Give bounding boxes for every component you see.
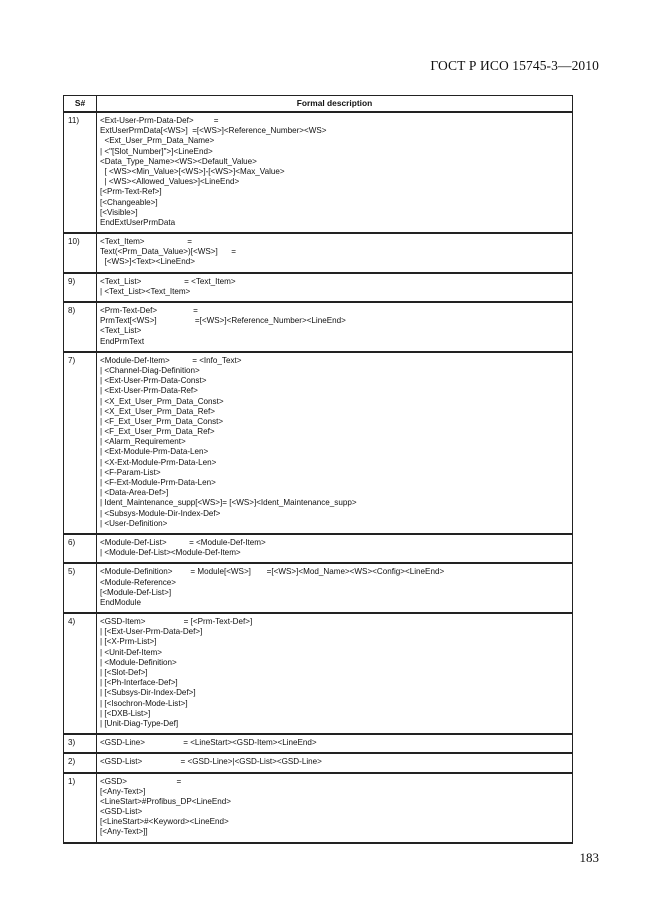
grammar-line: | <X-Ext-Module-Prm-Data-Len>: [100, 457, 217, 467]
table-row: [64, 233, 573, 273]
formal-description-cell: [97, 112, 573, 233]
grammar-line: <Data_Type_Name><WS><Default_Value>: [100, 156, 257, 166]
formal-description-cell: [97, 773, 573, 843]
rule-number: 11): [64, 112, 97, 233]
grammar-line: | <Module-Definition>: [100, 657, 177, 667]
grammar-line: | <Alarm_Requirement>: [100, 437, 186, 447]
grammar-line: | <Module-Def-List><Module-Def-Item>: [100, 548, 241, 558]
table-body: [64, 112, 573, 843]
grammar-line: | <F-Param-List>: [100, 467, 161, 477]
grammar-line: <Ext_User_Prm_Data_Name>: [100, 136, 215, 146]
grammar-line: <GSD-List>: [100, 807, 143, 817]
grammar-line: [<LineStart>#<Keyword><LineEnd>: [100, 817, 229, 827]
grammar-line: | <Ext-User-Prm-Data-Ref>: [100, 386, 198, 396]
grammar-line: | [<Slot-Def>]: [100, 668, 148, 677]
table-row: [64, 352, 573, 534]
rule-number: 4): [64, 613, 97, 734]
rule-number: 9): [64, 273, 97, 302]
table-row: [64, 734, 573, 753]
rule-number: 8): [64, 302, 97, 352]
grammar-line: [<Prm-Text-Ref>]: [100, 187, 162, 197]
rule-number: 2): [64, 753, 97, 772]
grammar-line: <LineStart>#Profibus_DP<LineEnd>: [100, 796, 231, 806]
grammar-line: | <Unit-Def-Item>: [100, 647, 162, 657]
table-header-row: [64, 96, 573, 113]
grammar-line: <Text_List> = <Text_Item>: [100, 276, 236, 286]
grammar-line: EndExtUserPrmData: [100, 217, 176, 227]
table-row: [64, 773, 573, 843]
grammar-line: | [<Ph-Interface-Def>]: [100, 678, 178, 688]
table-row: [64, 563, 573, 613]
grammar-line: <Module-Definition> = Module[<WS>] =[<WS>]<Mod_Name><WS><Config><LineEnd>: [100, 567, 445, 577]
grammar-line: | <F_Ext_User_Prm_Data_Ref>: [100, 427, 215, 437]
grammar-line: <GSD-Item> = [<Prm-Text-Def>]: [100, 617, 253, 627]
grammar-line: | <User-Definition>: [100, 518, 168, 528]
rule-number: 5): [64, 563, 97, 613]
grammar-line: | [<Ext-User-Prm-Data-Def>]: [100, 627, 203, 637]
document-header: ГОСТ Р ИСО 15745-3—2010: [430, 58, 599, 73]
grammar-line: <GSD-List> = <GSD-Line>|<GSD-List><GSD-Line>: [100, 757, 322, 767]
grammar-line: <Module-Def-List> = <Module-Def-Item>: [100, 537, 266, 547]
table-row: [64, 112, 573, 233]
formal-description-cell: [97, 613, 573, 734]
grammar-line: [<Any-Text>]]: [100, 827, 148, 837]
grammar-line: | <Data-Area-Def>]: [100, 488, 169, 498]
grammar-line: Text(<Prm_Data_Value>)[<WS>] =: [100, 247, 236, 257]
formal-description-table: [63, 95, 573, 844]
grammar-line: [<WS>]<Text><LineEnd>: [100, 257, 195, 267]
formal-description-cell: [97, 273, 573, 302]
grammar-line: [<Module-Def-List>]: [100, 587, 172, 597]
grammar-line: | Ident_Maintenance_supp[<WS>]= [<WS>]<Ident_Maintenance_supp>: [100, 498, 357, 508]
grammar-line: | <Ext-User-Prm-Data-Const>: [100, 376, 207, 386]
grammar-line: | <Ext-Module-Prm-Data-Len>: [100, 447, 209, 457]
grammar-line: | [<DXB-List>]: [100, 708, 151, 718]
grammar-line: ExtUserPrmData[<WS>] =[<WS>]<Reference_Number><WS>: [100, 126, 327, 136]
grammar-line: <Prm-Text-Def> =: [100, 306, 198, 315]
grammar-line: | <Text_List><Text_Item>: [100, 286, 191, 296]
formal-description-cell: [97, 352, 573, 534]
grammar-line: <GSD> =: [100, 776, 182, 786]
table-row: [64, 302, 573, 352]
formal-description-cell: [97, 734, 573, 753]
page-number: 183: [579, 850, 599, 865]
grammar-line: | [<X-Prm-List>]: [100, 637, 157, 647]
rule-number: 7): [64, 352, 97, 534]
grammar-line: | <X_Ext_User_Prm_Data_Const>: [100, 396, 224, 406]
grammar-line: | <X_Ext_User_Prm_Data_Ref>: [100, 406, 216, 416]
rule-number: 10): [64, 233, 97, 273]
grammar-line: | <F_Ext_User_Prm_Data_Const>: [100, 416, 224, 426]
grammar-line: PrmText[<WS>] =[<WS>]<Reference_Number><LineEnd>: [100, 316, 346, 326]
column-header-number: S#: [64, 96, 97, 113]
grammar-line: <Module-Reference>: [100, 577, 177, 587]
column-header-formal-description: Formal description: [97, 96, 573, 113]
rule-number: 1): [64, 773, 97, 843]
grammar-line: | <Subsys-Module-Dir-Index-Def>: [100, 508, 221, 518]
table-row: [64, 534, 573, 563]
rule-number: 6): [64, 534, 97, 563]
grammar-line: | <"[Slot_Number]">]<LineEnd>: [100, 146, 213, 156]
formal-description-cell: [97, 534, 573, 563]
grammar-line: [<Visible>]: [100, 207, 138, 217]
grammar-line: [ <WS><Min_Value>[<WS>]-[<WS>]<Max_Value>: [100, 166, 285, 176]
grammar-line: <Ext-User-Prm-Data-Def> =: [100, 116, 219, 125]
grammar-line: <Text_Item> =: [100, 237, 192, 247]
grammar-line: | <Channel-Diag-Definition>: [100, 365, 200, 375]
table-row: [64, 273, 573, 302]
rule-number: 3): [64, 734, 97, 753]
formal-description-cell: [97, 302, 573, 352]
table-row: [64, 753, 573, 772]
grammar-line: EndPrmText: [100, 336, 145, 346]
grammar-line: | <WS><Allowed_Values>]<LineEnd>: [100, 177, 240, 187]
grammar-line: | [<Isochron-Mode-List>]: [100, 698, 188, 708]
grammar-line: | [Unit-Diag-Type-Def]: [100, 718, 179, 728]
grammar-line: <Text_List>: [100, 326, 142, 336]
table-row: [64, 613, 573, 734]
grammar-line: [<Any-Text>]: [100, 786, 146, 796]
grammar-line: | [<Subsys-Dir-Index-Def>]: [100, 688, 196, 698]
grammar-line: <GSD-Line> = <LineStart><GSD-Item><LineEnd>: [100, 738, 317, 748]
formal-description-cell: [97, 233, 573, 273]
grammar-line: [<Changeable>]: [100, 197, 158, 207]
formal-description-cell: [97, 753, 573, 772]
grammar-line: EndModule: [100, 597, 141, 607]
formal-description-cell: [97, 563, 573, 613]
grammar-line: | <F-Ext-Module-Prm-Data-Len>: [100, 478, 216, 487]
grammar-line: <Module-Def-Item> = <Info_Text>: [100, 355, 242, 365]
